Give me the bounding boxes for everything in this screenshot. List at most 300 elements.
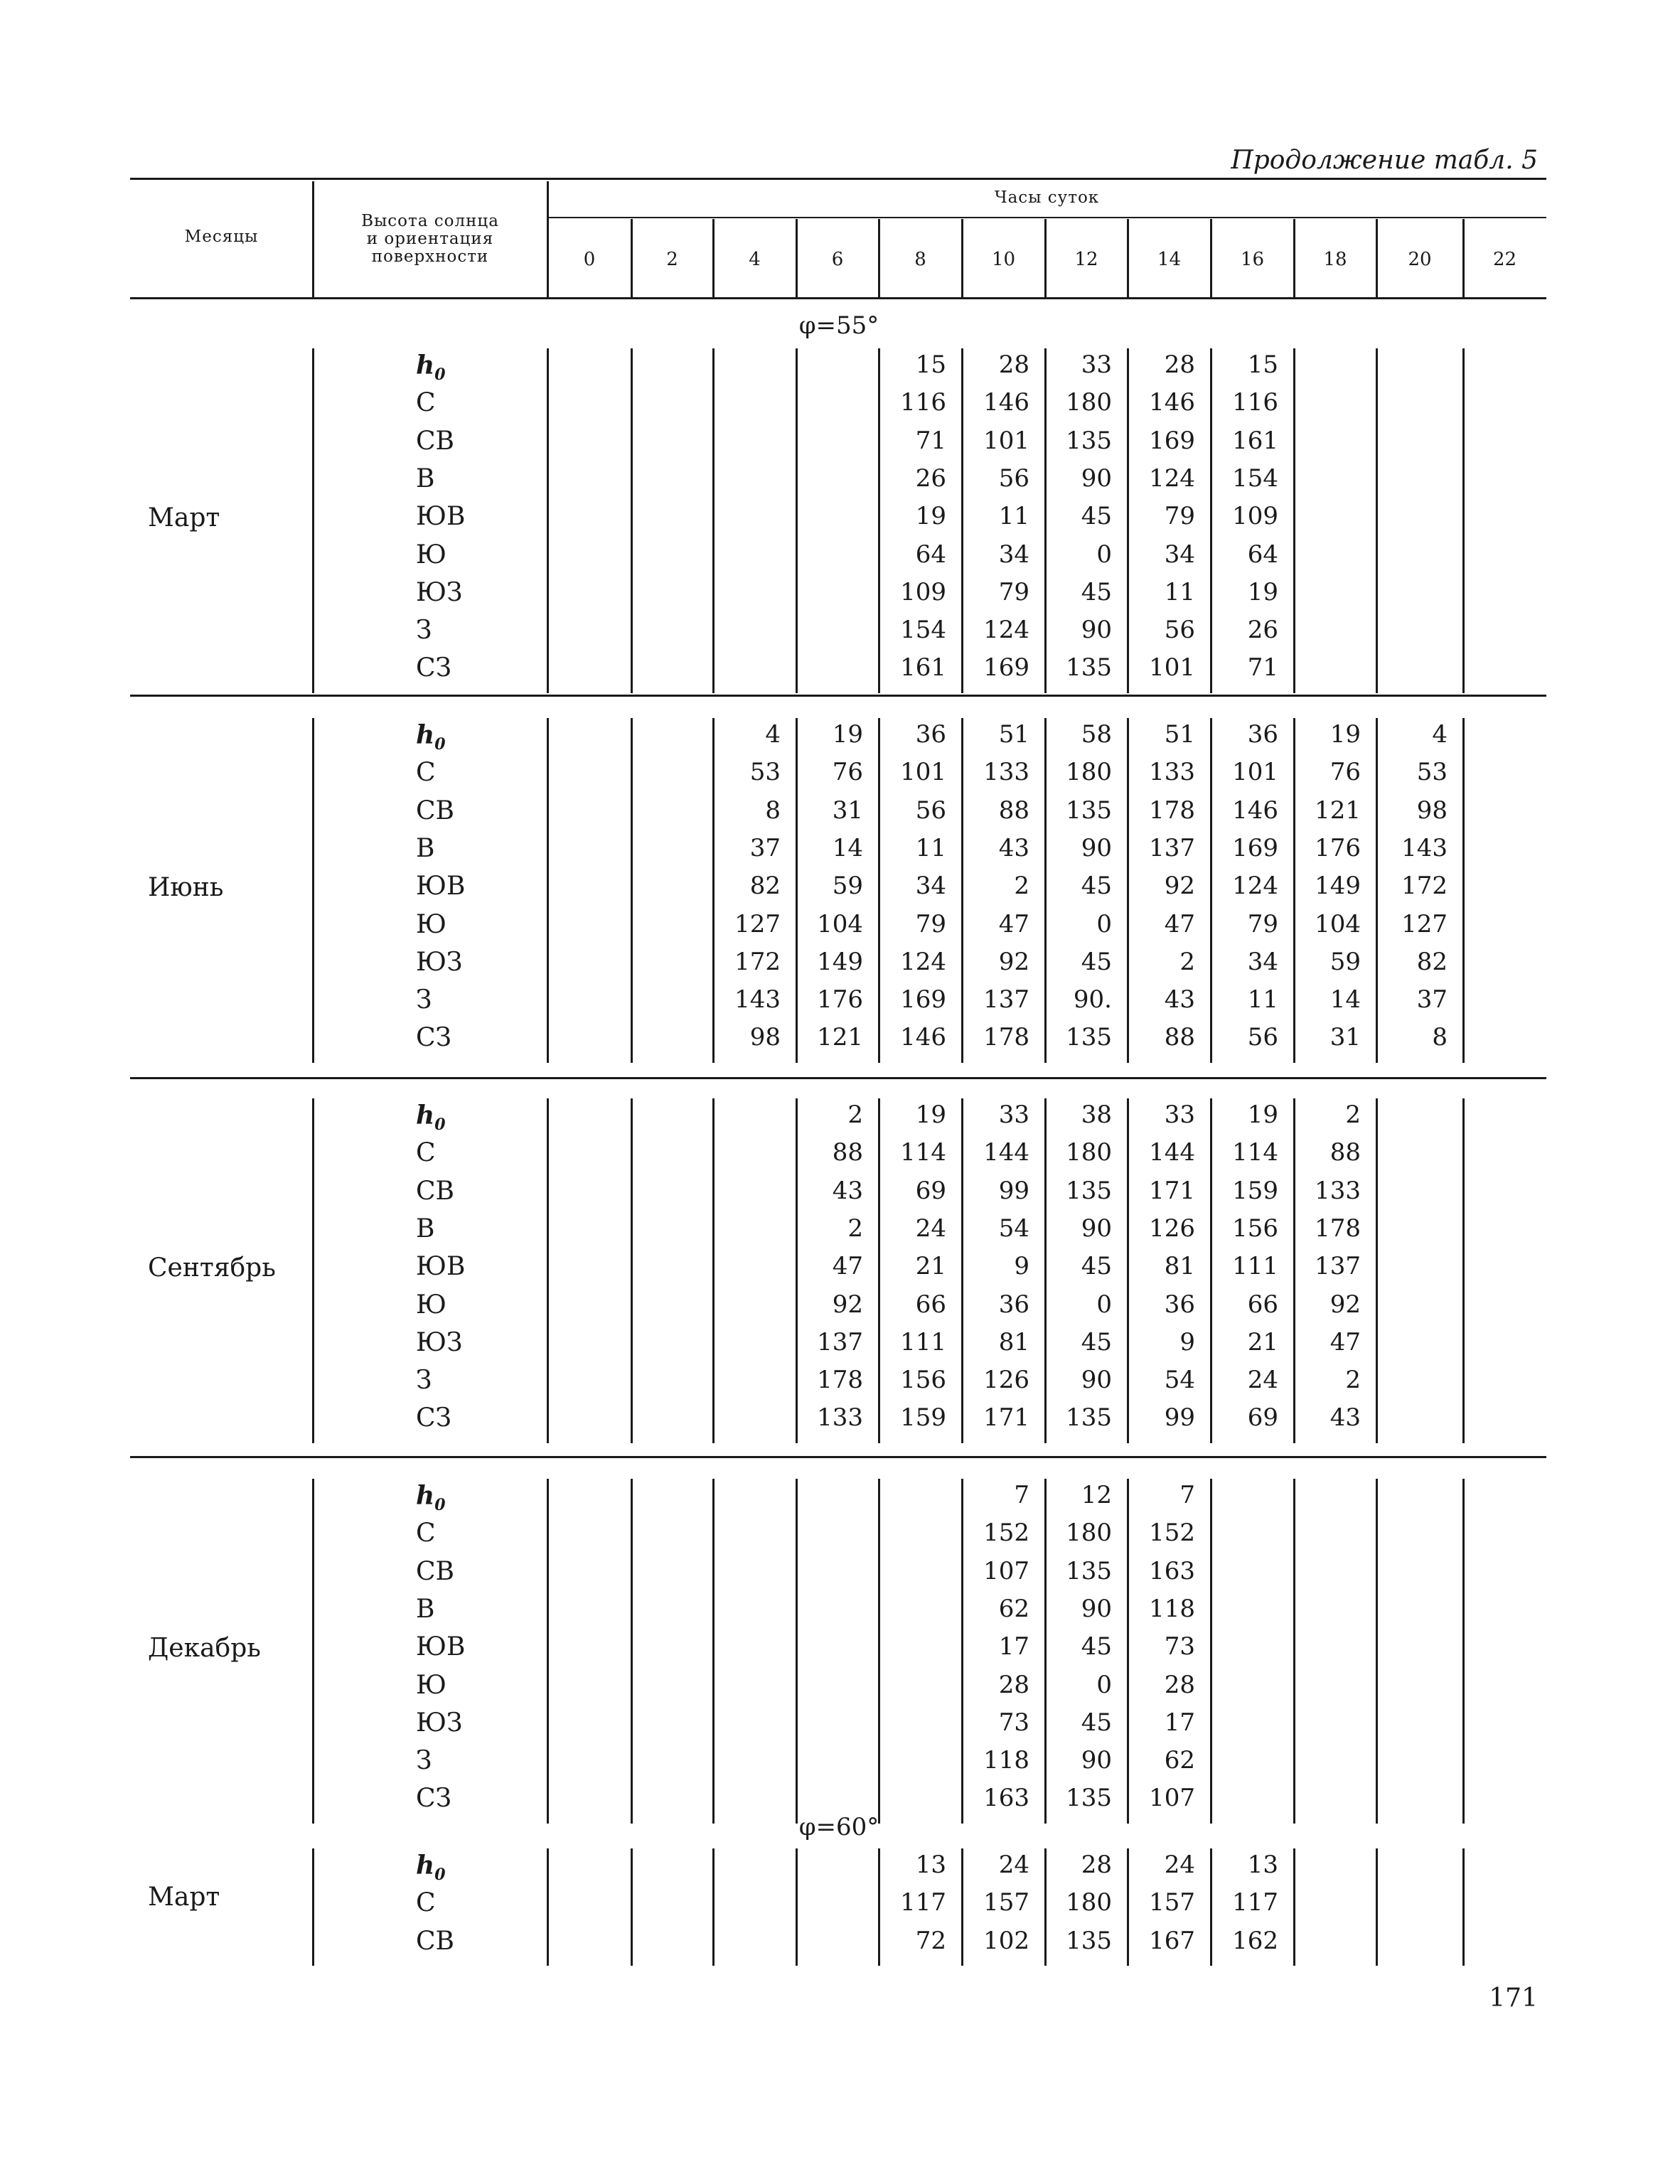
table-cell: 26 <box>915 464 946 493</box>
table-cell: 178 <box>1315 1214 1361 1243</box>
table-cell: 81 <box>998 1327 1029 1356</box>
row-label-rule <box>312 1479 314 1824</box>
column-rule <box>631 718 633 1063</box>
orientation-label: З <box>416 1746 432 1776</box>
table-cell: 99 <box>998 1176 1029 1205</box>
table-cell: 59 <box>832 872 863 901</box>
column-rule <box>1210 1479 1212 1824</box>
orientation-label: С <box>416 1519 436 1548</box>
orientation-label: СВ <box>416 796 454 825</box>
sun-height-label: $h_0$ <box>416 720 446 754</box>
table-cell: 11 <box>1164 577 1195 606</box>
table-cell: 36 <box>1164 1290 1195 1319</box>
orientation-label: Ю <box>416 1290 446 1320</box>
table-cell: 135 <box>1066 1176 1112 1205</box>
table-cell: 90. <box>1073 985 1112 1015</box>
table-cell: 34 <box>1164 540 1195 569</box>
orientation-label: С <box>416 388 436 418</box>
table-cell: 69 <box>1247 1403 1278 1433</box>
table-cell: 43 <box>832 1176 863 1205</box>
orientation-label: З <box>416 985 432 1015</box>
table-cell: 36 <box>1247 720 1278 749</box>
table-cell: 116 <box>900 388 946 417</box>
table-cell: 133 <box>983 758 1029 787</box>
table-cell: 146 <box>1232 796 1278 825</box>
table-cell: 11 <box>998 502 1029 531</box>
table-cell: 71 <box>1247 653 1278 682</box>
table-cell: 64 <box>915 540 946 569</box>
table-cell: 37 <box>1416 985 1448 1015</box>
table-cell: 4 <box>1432 720 1448 749</box>
table-cell: 178 <box>983 1023 1029 1052</box>
month-label: Март <box>148 1882 220 1912</box>
orientation-label: СЗ <box>416 1023 451 1053</box>
column-rule <box>1462 1479 1465 1824</box>
row-label-rule <box>312 1098 314 1443</box>
table-cell: 159 <box>900 1403 946 1433</box>
table-cell: 111 <box>900 1327 946 1356</box>
orientation-label: ЮВ <box>416 502 466 532</box>
hour-label: 8 <box>914 249 926 270</box>
column-rule <box>1376 1479 1378 1824</box>
table-cell: 33 <box>1164 1101 1195 1129</box>
table-cell: 34 <box>1247 947 1278 976</box>
table-cell: 116 <box>1232 388 1278 417</box>
table-cell: 90 <box>1081 1746 1112 1775</box>
table-cell: 62 <box>1164 1746 1195 1775</box>
table-cell: 28 <box>998 350 1029 379</box>
column-rule <box>1293 348 1295 693</box>
table-cell: 0 <box>1096 1670 1112 1699</box>
orientation-label: ЮВ <box>416 1632 466 1662</box>
table-cell: 43 <box>998 833 1029 862</box>
table-cell: 135 <box>1066 426 1112 455</box>
column-rule <box>631 348 633 693</box>
table-cell: 45 <box>1081 1252 1112 1281</box>
orientation-label: ЮВ <box>416 1252 466 1282</box>
table-cell: 19 <box>1247 1101 1278 1129</box>
table-cell: 137 <box>1315 1252 1361 1281</box>
table-cell: 31 <box>1329 1023 1361 1052</box>
month-separator-rule <box>130 695 1546 697</box>
table-cell: 137 <box>1149 833 1195 862</box>
table-cell: 72 <box>915 1926 946 1955</box>
table-cell: 21 <box>915 1252 946 1281</box>
table-cell: 90 <box>1081 464 1112 493</box>
column-rule <box>712 1479 715 1824</box>
column-rule <box>1293 1848 1295 1966</box>
table-cell: 45 <box>1081 577 1112 606</box>
table-cell: 81 <box>1164 1252 1195 1281</box>
table-cell: 15 <box>1247 350 1278 379</box>
table-cell: 121 <box>1315 796 1361 825</box>
table-cell: 169 <box>900 985 946 1015</box>
table-cell: 17 <box>998 1632 1029 1661</box>
table-cell: 157 <box>983 1888 1029 1917</box>
row-label-rule <box>312 718 314 1063</box>
orientation-label: СВ <box>416 1926 454 1956</box>
table-cell: 82 <box>1416 947 1448 976</box>
table-cell: 171 <box>983 1403 1029 1433</box>
table-cell: 28 <box>1164 1670 1195 1699</box>
column-rule <box>1462 348 1465 693</box>
table-cell: 8 <box>765 796 781 825</box>
table-cell: 43 <box>1329 1403 1361 1433</box>
table-cell: 47 <box>998 909 1029 938</box>
table-cell: 0 <box>1096 1290 1112 1319</box>
table-cell: 36 <box>998 1290 1029 1319</box>
table-cell: 98 <box>1416 796 1448 825</box>
table-cell: 34 <box>915 872 946 901</box>
month-label: Июнь <box>148 872 224 902</box>
orientation-label: З <box>416 616 432 646</box>
table-cell: 8 <box>1432 1023 1448 1052</box>
table-cell: 146 <box>1149 388 1195 417</box>
table-cell: 53 <box>749 758 781 787</box>
table-cell: 62 <box>998 1594 1029 1623</box>
column-rule <box>878 1479 880 1824</box>
table-cell: 172 <box>734 947 781 976</box>
table-cell: 117 <box>1232 1888 1278 1917</box>
table-cell: 133 <box>1149 758 1195 787</box>
table-cell: 156 <box>1232 1214 1278 1243</box>
sun-height-label: $h_0$ <box>416 1481 446 1515</box>
table-cell: 12 <box>1081 1481 1112 1509</box>
table-cell: 11 <box>1247 985 1278 1015</box>
column-rule <box>1462 1098 1465 1443</box>
table-cell: 33 <box>998 1101 1029 1129</box>
table-cell: 38 <box>1081 1101 1112 1129</box>
table-cell: 144 <box>983 1138 1029 1167</box>
table-cell: 45 <box>1081 1327 1112 1356</box>
table-cell: 154 <box>900 616 946 645</box>
table-cell: 58 <box>1081 720 1112 749</box>
column-rule <box>1376 1098 1378 1443</box>
orientation-header-line: поверхности <box>371 247 489 266</box>
table-cell: 101 <box>1149 653 1195 682</box>
row-label-rule <box>312 348 314 693</box>
table-cell: 154 <box>1232 464 1278 493</box>
month-separator-rule <box>130 1077 1546 1079</box>
table-cell: 137 <box>817 1327 863 1356</box>
table-cell: 9 <box>1179 1327 1195 1356</box>
table-cell: 167 <box>1149 1926 1195 1955</box>
table-cell: 28 <box>998 1670 1029 1699</box>
hours-title-rule <box>547 217 1546 218</box>
table-cell: 107 <box>983 1556 1029 1585</box>
table-cell: 79 <box>1247 909 1278 938</box>
table-cell: 161 <box>900 653 946 682</box>
table-cell: 88 <box>832 1138 863 1167</box>
hour-label: 4 <box>749 249 761 270</box>
table-cell: 79 <box>1164 502 1195 531</box>
orientation-label: ЮЗ <box>416 577 463 607</box>
table-cell: 92 <box>832 1290 863 1319</box>
table-cell: 176 <box>1315 833 1361 862</box>
table-cell: 124 <box>1232 872 1278 901</box>
table-cell: 109 <box>1232 502 1278 531</box>
latitude-heading: φ=55° <box>798 311 879 340</box>
table-cell: 64 <box>1247 540 1278 569</box>
table-cell: 114 <box>1232 1138 1278 1167</box>
hour-label: 2 <box>666 249 678 270</box>
table-cell: 56 <box>915 796 946 825</box>
table-cell: 143 <box>734 985 781 1015</box>
table-cell: 2 <box>847 1214 863 1243</box>
table-cell: 33 <box>1081 350 1112 379</box>
table-cell: 45 <box>1081 947 1112 976</box>
column-rule <box>712 348 715 693</box>
hour-label: 12 <box>1074 249 1098 270</box>
sun-height-label: $h_0$ <box>416 1851 446 1885</box>
table-cell: 135 <box>1066 653 1112 682</box>
orientation-label: С <box>416 1138 436 1168</box>
table-cell: 66 <box>915 1290 946 1319</box>
orientation-label: ЮЗ <box>416 947 463 977</box>
table-cell: 102 <box>983 1926 1029 1955</box>
column-rule <box>712 1098 715 1443</box>
table-cell: 178 <box>817 1366 863 1395</box>
table-cell: 180 <box>1066 1888 1112 1917</box>
table-cell: 176 <box>817 985 863 1015</box>
table-cell: 24 <box>915 1214 946 1243</box>
table-cell: 135 <box>1066 1023 1112 1052</box>
table-cell: 0 <box>1096 540 1112 569</box>
column-rule <box>712 1848 715 1966</box>
table-cell: 14 <box>1329 985 1361 1015</box>
hour-label: 20 <box>1408 249 1432 270</box>
hour-label: 16 <box>1240 249 1265 270</box>
table-cell: 104 <box>817 909 863 938</box>
table-cell: 180 <box>1066 758 1112 787</box>
table-cell: 47 <box>1164 909 1195 938</box>
table-cell: 45 <box>1081 1708 1112 1737</box>
column-rule <box>631 1098 633 1443</box>
table-cell: 54 <box>998 1214 1029 1243</box>
table-cell: 13 <box>915 1851 946 1879</box>
orientation-label: В <box>416 1214 435 1243</box>
table-cell: 146 <box>983 388 1029 417</box>
table-cell: 13 <box>1247 1851 1278 1879</box>
hours-header: Часы суток <box>994 188 1100 207</box>
table-cell: 152 <box>983 1519 1029 1548</box>
table-cell: 118 <box>983 1746 1029 1775</box>
table-cell: 15 <box>915 350 946 379</box>
table-cell: 7 <box>1179 1481 1195 1509</box>
hour-label: 18 <box>1323 249 1347 270</box>
table-cell: 7 <box>1014 1481 1029 1509</box>
table-cell: 90 <box>1081 1214 1112 1243</box>
column-rule <box>796 348 798 693</box>
row-label-rule <box>312 1848 314 1966</box>
table-cell: 56 <box>998 464 1029 493</box>
table-cell: 47 <box>832 1252 863 1281</box>
table-cell: 127 <box>734 909 781 938</box>
orientation-label: ЮЗ <box>416 1708 463 1738</box>
orientation-label: В <box>416 1594 435 1624</box>
table-cell: 37 <box>749 833 781 862</box>
table-cell: 9 <box>1014 1252 1029 1281</box>
table-cell: 28 <box>1081 1851 1112 1879</box>
table-cell: 146 <box>900 1023 946 1052</box>
orientation-label: СВ <box>416 426 454 456</box>
table-cell: 76 <box>832 758 863 787</box>
hour-label: 6 <box>831 249 844 270</box>
column-rule <box>547 718 549 1063</box>
month-label: Сентябрь <box>148 1253 276 1283</box>
table-caption: Продолжение табл. 5 <box>1231 146 1538 175</box>
table-cell: 56 <box>1164 616 1195 645</box>
table-cell: 156 <box>900 1366 946 1395</box>
table-cell: 149 <box>817 947 863 976</box>
orientation-label: ЮВ <box>416 872 466 901</box>
column-rule <box>631 1479 633 1824</box>
table-cell: 14 <box>832 833 863 862</box>
table-cell: 19 <box>1329 720 1361 749</box>
table-cell: 21 <box>1247 1327 1278 1356</box>
orientation-label: СЗ <box>416 653 451 683</box>
table-cell: 133 <box>1315 1176 1361 1205</box>
table-cell: 124 <box>900 947 946 976</box>
table-cell: 71 <box>915 426 946 455</box>
table-cell: 104 <box>1315 909 1361 938</box>
table-cell: 171 <box>1149 1176 1195 1205</box>
table-cell: 90 <box>1081 833 1112 862</box>
header-top-rule <box>130 178 1546 180</box>
orientation-label: СВ <box>416 1556 454 1586</box>
column-rule <box>1462 1848 1465 1966</box>
table-cell: 92 <box>1164 872 1195 901</box>
orientation-label: Ю <box>416 909 446 939</box>
table-cell: 79 <box>915 909 946 938</box>
table-cell: 66 <box>1247 1290 1278 1319</box>
table-cell: 159 <box>1232 1176 1278 1205</box>
table-cell: 161 <box>1232 426 1278 455</box>
table-cell: 144 <box>1149 1138 1195 1167</box>
table-cell: 101 <box>983 426 1029 455</box>
table-cell: 126 <box>1149 1214 1195 1243</box>
table-cell: 2 <box>1345 1366 1361 1395</box>
table-cell: 135 <box>1066 1403 1112 1433</box>
table-cell: 31 <box>832 796 863 825</box>
table-cell: 107 <box>1149 1784 1195 1813</box>
table-cell: 0 <box>1096 909 1112 938</box>
table-cell: 92 <box>1329 1290 1361 1319</box>
table-cell: 45 <box>1081 872 1112 901</box>
table-cell: 56 <box>1247 1023 1278 1052</box>
hour-label: 0 <box>583 249 596 270</box>
orientation-label: З <box>416 1366 432 1396</box>
hour-label: 10 <box>991 249 1016 270</box>
table-cell: 109 <box>900 577 946 606</box>
table-cell: 51 <box>1164 720 1195 749</box>
table-cell: 101 <box>1232 758 1278 787</box>
table-cell: 2 <box>1014 872 1029 901</box>
month-label: Декабрь <box>148 1633 261 1663</box>
table-cell: 2 <box>1179 947 1195 976</box>
table-cell: 24 <box>998 1851 1029 1879</box>
table-cell: 163 <box>983 1784 1029 1813</box>
table-cell: 34 <box>998 540 1029 569</box>
table-cell: 88 <box>1329 1138 1361 1167</box>
table-cell: 114 <box>900 1138 946 1167</box>
orientation-label: СВ <box>416 1176 454 1206</box>
table-cell: 26 <box>1247 616 1278 645</box>
table-cell: 172 <box>1401 872 1448 901</box>
table-cell: 157 <box>1149 1888 1195 1917</box>
table-cell: 92 <box>998 947 1029 976</box>
table-cell: 88 <box>1164 1023 1195 1052</box>
orientation-label: В <box>416 464 435 493</box>
table-cell: 163 <box>1149 1556 1195 1585</box>
table-cell: 19 <box>1247 577 1278 606</box>
table-cell: 45 <box>1081 1632 1112 1661</box>
orientation-header-line: Высота солнца <box>361 212 499 230</box>
table-cell: 111 <box>1232 1252 1278 1281</box>
hour-label: 22 <box>1492 249 1517 270</box>
orientation-label: Ю <box>416 1670 446 1700</box>
column-rule <box>796 1848 798 1966</box>
table-cell: 143 <box>1401 833 1448 862</box>
table-cell: 99 <box>1164 1403 1195 1433</box>
orientation-label: С <box>416 758 436 788</box>
table-cell: 76 <box>1329 758 1361 787</box>
orientation-label: С <box>416 1888 436 1918</box>
table-cell: 69 <box>915 1176 946 1205</box>
table-cell: 59 <box>1329 947 1361 976</box>
table-cell: 180 <box>1066 1519 1112 1548</box>
table-cell: 133 <box>817 1403 863 1433</box>
column-rule <box>547 1848 549 1966</box>
orientation-label: СЗ <box>416 1403 451 1433</box>
table-cell: 2 <box>1345 1101 1361 1129</box>
table-cell: 169 <box>983 653 1029 682</box>
table-cell: 98 <box>749 1023 781 1052</box>
table-cell: 121 <box>817 1023 863 1052</box>
table-cell: 124 <box>1149 464 1195 493</box>
table-cell: 88 <box>998 796 1029 825</box>
table-cell: 124 <box>983 616 1029 645</box>
latitude-heading: φ=60° <box>798 1813 879 1841</box>
table-cell: 126 <box>983 1366 1029 1395</box>
months-header: Месяцы <box>184 228 259 246</box>
table-cell: 54 <box>1164 1366 1195 1395</box>
table-cell: 135 <box>1066 1556 1112 1585</box>
column-rule <box>796 1479 798 1824</box>
table-cell: 169 <box>1149 426 1195 455</box>
table-cell: 79 <box>998 577 1029 606</box>
column-rule <box>631 1848 633 1966</box>
table-cell: 127 <box>1401 909 1448 938</box>
orientation-header-line: и ориентация <box>366 230 494 248</box>
table-cell: 4 <box>765 720 781 749</box>
table-cell: 17 <box>1164 1708 1195 1737</box>
table-cell: 135 <box>1066 796 1112 825</box>
table-cell: 2 <box>847 1101 863 1129</box>
table-cell: 43 <box>1164 985 1195 1015</box>
table-cell: 135 <box>1066 1784 1112 1813</box>
column-rule <box>1462 718 1465 1063</box>
column-rule <box>1293 1479 1295 1824</box>
table-cell: 53 <box>1416 758 1448 787</box>
table-cell: 45 <box>1081 502 1112 531</box>
column-rule <box>1376 1848 1378 1966</box>
month-separator-rule <box>130 1456 1546 1458</box>
column-rule <box>547 348 549 693</box>
sun-height-label: $h_0$ <box>416 350 446 385</box>
table-cell: 19 <box>832 720 863 749</box>
table-cell: 118 <box>1149 1594 1195 1623</box>
